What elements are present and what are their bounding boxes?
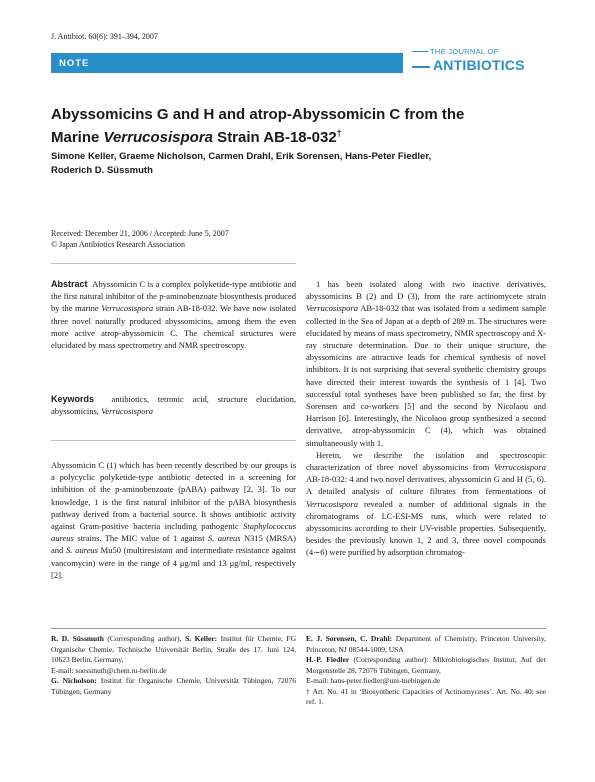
copyright: © Japan Antibiotics Research Association	[51, 240, 186, 249]
footnotes-right: E. J. Sorensen, C. Drahl: Department of Chemistry, Princeton University, Princeton, NJ 08544-1009, USA H.-P. Fiedler (Corresponding author): Mikrobiologisches Institut, Auf der Morgenstelle 28, 72076 Tübingen, Germany, E-mail: hans-peter.fiedler@uni-tuebingen.de † Art. No. 41 in ‘Biosynthetic Capacities of Actinomycetes’. Art. No. 40: see ref. 1.	[306, 634, 546, 706]
divider-left-top	[51, 263, 296, 264]
journal-logo-name: ANTIBIOTICS	[433, 57, 525, 73]
right-column-text: 1 has been isolated along with two inactive derivatives, abyssomicins B (2) and D (3), from the rare actinomycete strain Verrucosispora AB-18-032 that was isolated from a sediment sample collected in the Sea of Japan at a depth of 289 m. The structures were elucidated by means of mass spectrometry, NMR spectroscopy and X-ray structure determination. Due to their unique structure, the abyssomicins are attractive leads for chemical synthesis of novel inhibitors. It is not surprising that several synthetic chemistry groups have directed their interest towards the synthesis of 1 [4]. Two successful total syntheses have been published so far, the first by Sorensen and co-workers [5] and the second by Nicolaou and Harrison [6]. Interestingly, the Nicolaou group synthesized a second derivative, atrop-abyssomicin C (4), which was obtained simultaneously with 1. Herein, we describe the isolation and spectroscopic characterization of three novel abyssomicins from Verrucosispora AB-18-032: 4 and two novel derivatives, abyssomicin G and H (5, 6). A detailed analysis of culture filtrates from fermentations of Verrucosispora revealed a number of additional signals in the chromatograms of LC-ESI-MS runs, which were related to abyssomicins according to their UV-visible properties. Subsequently, besides the previously known 1, 2 and 3, three novel compounds (4∼6) were purified by adsorption chromatog-	[306, 279, 546, 558]
article-note: † Art. No. 41 in ‘Biosynthetic Capacities of Actinomycetes’. Art. No. 40: see ref. 1.	[306, 686, 546, 706]
title-line-1: Abyssomicins G and H and atrop-Abyssomicin C from the	[51, 106, 465, 123]
footnotes-left: R. D. Süssmuth (Corresponding author), S. Keller: Institut für Chemie, FG Organische Chemie, Technische Universität Berlin, Straße des 17. Juni 124, 10623 Berlin, Germany, E-mail: suessmuth@chem.tu-berlin.de G. Nicholson: Institut für Organische Chemie, Universität Tübingen, 72076 Tübingen, Germany	[51, 634, 296, 696]
keywords: Keywords antibiotics, tetronic acid, structure elucidation, abyssomicins, Verrucosispora	[51, 394, 297, 417]
abstract-label: Abstract	[51, 279, 88, 289]
received-dates: Received: December 21, 2006 / Accepted: June 5, 2007	[51, 229, 229, 238]
journal-citation: J. Antibiot. 60(6): 391–394, 2007	[51, 32, 158, 41]
author-list: Simone Keller, Graeme Nicholson, Carmen Drahl, Erik Sorensen, Hans-Peter Fiedler, Roderich D. Süssmuth	[51, 151, 432, 176]
section-label: NOTE	[59, 58, 90, 69]
email-fiedler: E-mail: hans-peter.fiedler@uni-tuebingen.de	[306, 676, 441, 685]
received-info	[51, 228, 229, 250]
abstract: Abstract Abyssomicin C is a complex polyketide-type antibiotic and the first natural inhibitor of the p-aminobenzoate biosynthesis produced by the marine Verrucosispora strain AB-18-032. We have now isolated three novel naturally produced abyssomicins, among them the even more active atrop-abyssomicin C. The chemical structures were elucidated by mass spectrometry and NMR spectroscopy.	[51, 279, 297, 351]
journal-logo-line-top	[412, 51, 428, 52]
article-title	[51, 105, 521, 147]
footnote-divider	[51, 628, 546, 629]
intro-paragraph: Abyssomicin C (1) which has been recently described by our groups is a polycyclic polyketide-type antibiotic detected in a screening for inhibition of the p-aminobenzoate (pABA) pathway [2, 3]. To our knowledge, 1 is the first natural inhibitor of the pABA biosynthesis pathway derived from a bacterial source. It shows antibiotic activity against Gram-positive bacteria including pathogenic Staphylococcus aureus strains. The MIC value of 1 against S. aureus N315 (MRSA) and S. aureus Mu50 (multiresistant and intermediate resistance against vancomycin) were in the range of 4 μg/ml and 13 μg/ml, respectively [2].	[51, 460, 296, 580]
journal-logo-line	[412, 66, 430, 68]
journal-logo-top: THE JOURNAL OF	[430, 47, 499, 56]
divider-left-bottom	[51, 440, 296, 441]
section-bar	[51, 53, 403, 73]
email-suessmuth: E-mail: suessmuth@chem.tu-berlin.de	[51, 665, 167, 675]
title-line-2: Marine Verrucosispora Strain AB-18-032†	[51, 128, 342, 146]
keywords-label: Keywords	[51, 394, 95, 404]
